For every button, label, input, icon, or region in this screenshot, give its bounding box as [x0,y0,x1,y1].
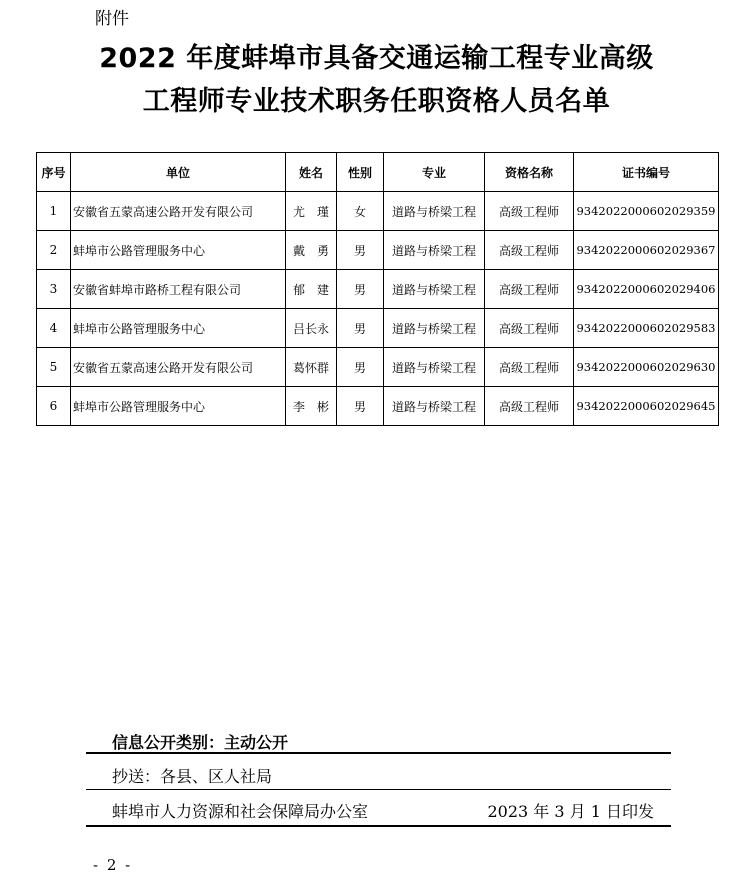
cell-major: 道路与桥梁工程 [384,309,485,348]
cell-name: 吕长永 [286,309,337,348]
cell-qualification: 高级工程师 [485,270,574,309]
cell-unit: 蚌埠市公路管理服务中心 [71,309,286,348]
cell-name: 戴 勇 [286,231,337,270]
cell-index: 5 [37,348,71,387]
cell-gender: 男 [337,309,384,348]
page-number: - 2 - [93,856,133,874]
document-title-line-2: 工程师专业技术职务任职资格人员名单 [142,86,611,117]
cell-qualification: 高级工程师 [485,387,574,426]
cell-gender: 男 [337,348,384,387]
info-disclosure-category: 信息公开类别：主动公开 [112,733,289,752]
cell-major: 道路与桥梁工程 [384,387,485,426]
cc-recipients: 抄送：各县、区人社局 [112,767,273,786]
cell-certificate-no: 9342022000602029645 [574,387,719,426]
cell-name: 李 彬 [286,387,337,426]
cell-unit: 安徽省五蒙高速公路开发有限公司 [71,192,286,231]
footer-divider-bottom [86,825,671,827]
cell-index: 3 [37,270,71,309]
table-row [37,192,719,231]
cell-unit: 蚌埠市公路管理服务中心 [71,387,286,426]
cell-major: 道路与桥梁工程 [384,348,485,387]
cell-name: 尤 瑾 [286,192,337,231]
cell-unit: 蚌埠市公路管理服务中心 [71,231,286,270]
cell-name: 葛怀群 [286,348,337,387]
issuing-office: 蚌埠市人力资源和社会保障局办公室 [112,802,369,821]
attachment-label: 附件 [95,9,129,29]
table-row [37,387,719,426]
roster-table [36,152,719,426]
table-header-row [37,153,719,192]
header-index: 序号 [37,153,71,192]
cell-unit: 安徽省五蒙高速公路开发有限公司 [71,348,286,387]
cell-certificate-no: 9342022000602029583 [574,309,719,348]
cell-qualification: 高级工程师 [485,231,574,270]
cell-index: 6 [37,387,71,426]
cell-gender: 女 [337,192,384,231]
cell-unit: 安徽省蚌埠市路桥工程有限公司 [71,270,286,309]
footer-divider-top [86,752,671,754]
cell-qualification: 高级工程师 [485,348,574,387]
cell-certificate-no: 9342022000602029630 [574,348,719,387]
header-gender: 性别 [337,153,384,192]
cell-major: 道路与桥梁工程 [384,231,485,270]
cell-qualification: 高级工程师 [485,309,574,348]
header-name: 姓名 [286,153,337,192]
cell-gender: 男 [337,270,384,309]
table-row [37,309,719,348]
footer-divider-middle [86,789,671,790]
cell-certificate-no: 9342022000602029406 [574,270,719,309]
cell-gender: 男 [337,387,384,426]
header-qualification: 资格名称 [485,153,574,192]
table-row [37,348,719,387]
cell-index: 2 [37,231,71,270]
cell-qualification: 高级工程师 [485,192,574,231]
table-row [37,270,719,309]
cell-index: 4 [37,309,71,348]
cell-name: 郁 建 [286,270,337,309]
issue-date: 2023 年 3 月 1 日印发 [487,802,654,821]
cell-index: 1 [37,192,71,231]
cell-certificate-no: 9342022000602029367 [574,231,719,270]
header-certificate-no: 证书编号 [574,153,719,192]
table-row [37,231,719,270]
header-unit: 单位 [71,153,286,192]
cell-major: 道路与桥梁工程 [384,192,485,231]
header-major: 专业 [384,153,485,192]
cell-certificate-no: 9342022000602029359 [574,192,719,231]
cell-gender: 男 [337,231,384,270]
document-title-line-1: 2022 年度蚌埠市具备交通运输工程专业高级 [99,43,654,74]
cell-major: 道路与桥梁工程 [384,270,485,309]
